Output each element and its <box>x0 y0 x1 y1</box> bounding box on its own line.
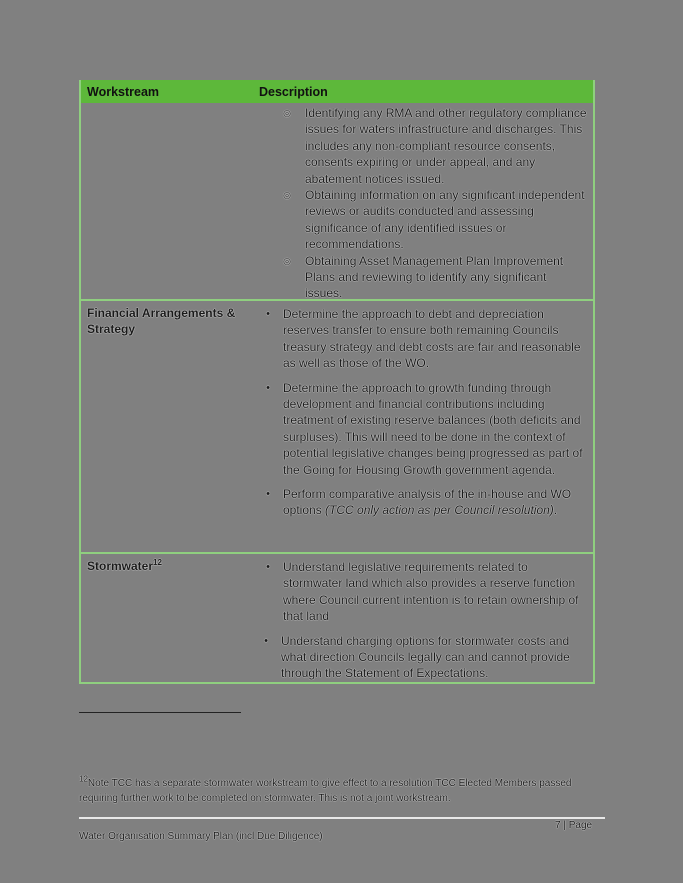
description-cell <box>253 301 593 552</box>
table-row <box>81 103 593 299</box>
description-cell <box>253 103 593 299</box>
bullet-icon: • <box>266 308 270 320</box>
table-header-row <box>79 80 595 103</box>
footnote <box>79 776 599 806</box>
circle-bullet-icon: ◎ <box>283 255 291 266</box>
table-row <box>81 552 593 682</box>
list-item: • Understand charging options for stormwater costs and what direction Councils legally can and cannot provide through the Statement of Expectations. <box>251 633 587 682</box>
bullet-list <box>253 306 587 519</box>
description-cell <box>253 554 593 682</box>
list-item: ◎ Obtaining information on any significant independent reviews or audits conducted and assessing significance of any identified issues or recommendations. <box>253 187 587 253</box>
list-item: • Perform comparative analysis of the in-house and WO options (TCC only action as per Council resolution). <box>253 486 587 519</box>
footer-document-title: Water Organisation Summary Plan (incl Due Diligence) <box>79 831 323 842</box>
bullet-icon: • <box>266 561 270 573</box>
list-item: • Understand legislative requirements related to stormwater land which also provides a reserve function where Council current intention is to retain ownership of that land <box>253 559 587 625</box>
bullet-list <box>253 559 587 682</box>
bullet-icon: • <box>266 488 270 501</box>
footnote-text: Note TCC has a separate stormwater workstream to give effect to a resolution TCC Elected Members passed requiring further work to be completed on stormwater. This is not a joint workstream. <box>79 778 572 804</box>
header-workstream: Workstream <box>87 84 160 99</box>
footer-divider <box>79 817 605 819</box>
workstream-table <box>79 80 595 684</box>
workstream-cell: Stormwater$^{12}$ <box>87 558 162 573</box>
footnote-ref[interactable]: 12 <box>153 558 162 567</box>
page-number: 7 | Page <box>555 820 593 831</box>
bullet-icon: • <box>266 381 270 394</box>
list-item: • Determine the approach to debt and depreciation reserves transfer to ensure both remaining Councils treasury strategy and debt costs are fair and reasonable as well as those of the WO. <box>253 306 587 372</box>
footnote-separator <box>79 712 241 713</box>
table-row <box>81 299 593 552</box>
circle-bullet-icon: ◎ <box>283 108 291 118</box>
circle-bullet-icon: ◎ <box>283 190 291 201</box>
workstream-cell: Financial Arrangements & Strategy <box>87 306 236 336</box>
emphasis-note: (TCC only action as per Council resolution) <box>325 503 554 518</box>
header-description: Description <box>259 84 328 99</box>
list-item: • Determine the approach to growth funding through development and financial contributions including treatment of existing reserve balances (both deficits and surpluses). This will need to be done in the context of potential legislative changes being progressed as part of the Going for Housing Growth government agenda. <box>253 380 587 478</box>
list-item: ◎ Obtaining Asset Management Plan Improvement Plans and reviewing to identify any significant issues. <box>253 253 587 302</box>
sub-bullet-list <box>253 105 587 302</box>
list-item: ◎ Identifying any RMA and other regulatory compliance issues for waters infrastructure and discharges. This includes any non-compliant resource consents, consents expiring or under appeal, and any abatement notices issued. <box>253 105 587 187</box>
workstream-cell <box>81 103 253 299</box>
footnote-number: 12 <box>79 774 88 784</box>
bullet-icon: • <box>264 634 268 647</box>
